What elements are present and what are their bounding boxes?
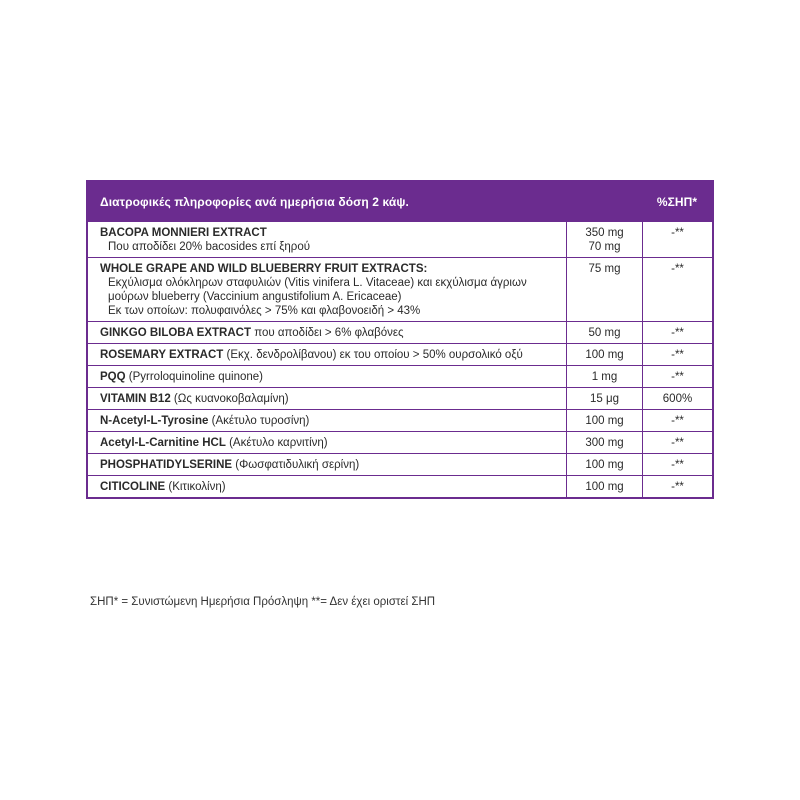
amount-value: 350 mg [585,227,624,239]
amount-value: 100 mg [585,415,624,427]
ingredient-cell [88,366,566,387]
ingredient-line [100,348,558,362]
table-row [88,257,712,321]
amount-value: 50 mg [588,327,621,339]
ingredient-description: (Ακέτυλο τυροσίνη) [208,415,310,427]
ingredient-cell [88,388,566,409]
ingredient-name: PHOSPHATIDYLSERINE [100,459,233,471]
table-row [88,453,712,475]
ingredient-description: (Εκχ. δενδρολίβανου) εκ του οποίου > 50% ουρσολικό οξύ [223,349,523,361]
footnote: ΣΗΠ* = Συνιστώμενη Ημερήσια Πρόσληψη **= Δεν έχει οριστεί ΣΗΠ [90,596,436,608]
amount-cell [566,476,642,497]
table-row [88,431,712,453]
ingredient-cell [88,476,566,497]
ingredient-name: WHOLE GRAPE AND WILD BLUEBERRY FRUIT EXTRACTS: [100,263,428,275]
table-row [88,475,712,497]
amount-cell [566,454,642,475]
table-row [88,387,712,409]
dv-cell: -** [642,410,712,431]
amount-value: 300 mg [585,437,624,449]
ingredient-description: (Ως κυανοκοβαλαμίνη) [170,393,289,405]
table-row [88,365,712,387]
dv-cell: -** [642,366,712,387]
dv-cell: -** [642,432,712,453]
dv-cell: 600% [642,388,712,409]
ingredient-description: που αποδίδει > 6% φλαβόνες [251,327,404,339]
ingredient-name: CITICOLINE [100,481,166,493]
ingredient-description: (Ακέτυλο καρνιτίνη) [225,437,328,449]
ingredient-name: VITAMIN B12 [100,393,171,405]
ingredient-cell [88,410,566,431]
ingredient-detail: Εκχύλισμα ολόκληρων σταφυλιών (Vitis vinifera L. Vitaceae) και εκχύλισμα άγριων [108,277,527,289]
table-row [88,343,712,365]
table-row [88,409,712,431]
ingredient-cell [88,344,566,365]
amount-value: 15 μg [589,393,619,405]
ingredient-line [100,392,558,406]
ingredient-line [100,262,558,276]
ingredient-cell [88,322,566,343]
ingredient-detail: Που αποδίδει 20% bacosides επί ξηρού [108,241,311,253]
amount-value: 75 mg [588,263,621,275]
amount-value: 100 mg [585,459,624,471]
ingredient-line [100,226,558,240]
ingredient-cell [88,258,566,321]
amount-cell [566,432,642,453]
ingredient-detail: Εκ των οποίων: πολυφαινόλες > 75% και φλαβονοειδή > 43% [108,305,421,317]
ingredient-cell [88,222,566,257]
ingredient-line [100,480,558,494]
ingredient-line [100,436,558,450]
table-row [88,222,712,257]
ingredient-line [100,458,558,472]
amount-cell [566,222,642,257]
amount-cell [566,388,642,409]
amount-cell [566,410,642,431]
ingredient-description: (Pyrroloquinoline quinone) [125,371,264,383]
table-row [88,321,712,343]
amount-cell [566,258,642,321]
amount-value: 70 mg [588,241,621,253]
dv-cell: -** [642,476,712,497]
amount-value: 100 mg [585,349,624,361]
amount-cell [566,344,642,365]
dv-cell: -** [642,222,712,257]
ingredient-description: (Κιτικολίνη) [165,481,226,493]
ingredient-line [100,326,558,340]
nutrition-table [86,180,714,499]
dv-column-header: %ΣΗΠ* [656,195,698,209]
ingredient-name: Acetyl-L-Carnitine HCL [100,437,226,449]
ingredient-cell [88,432,566,453]
dv-cell: -** [642,258,712,321]
dv-cell: -** [642,322,712,343]
amount-value: 100 mg [585,481,624,493]
ingredient-description: (Φωσφατιδυλική σερίνη) [232,459,360,471]
ingredient-detail: μούρων blueberry (Vaccinium angustifolium A. Ericaceae) [108,291,402,303]
amount-value: 1 mg [591,371,618,383]
ingredient-cell [88,454,566,475]
ingredient-name: GINKGO BILOBA EXTRACT [100,327,251,339]
table-body [88,222,712,497]
dv-cell: -** [642,344,712,365]
ingredient-line [100,414,558,428]
table-title: Διατροφικές πληροφορίες ανά ημερήσια δόση 2 κάψ. [100,195,409,209]
dv-cell: -** [642,454,712,475]
amount-cell [566,366,642,387]
ingredient-line [100,370,558,384]
ingredient-name: ROSEMARY EXTRACT [100,349,224,361]
ingredient-name: PQQ [100,371,126,383]
amount-cell [566,322,642,343]
ingredient-name: N-Acetyl-L-Tyrosine [100,415,209,427]
ingredient-name: BACOPA MONNIERI EXTRACT [100,227,267,239]
table-header [88,182,712,222]
